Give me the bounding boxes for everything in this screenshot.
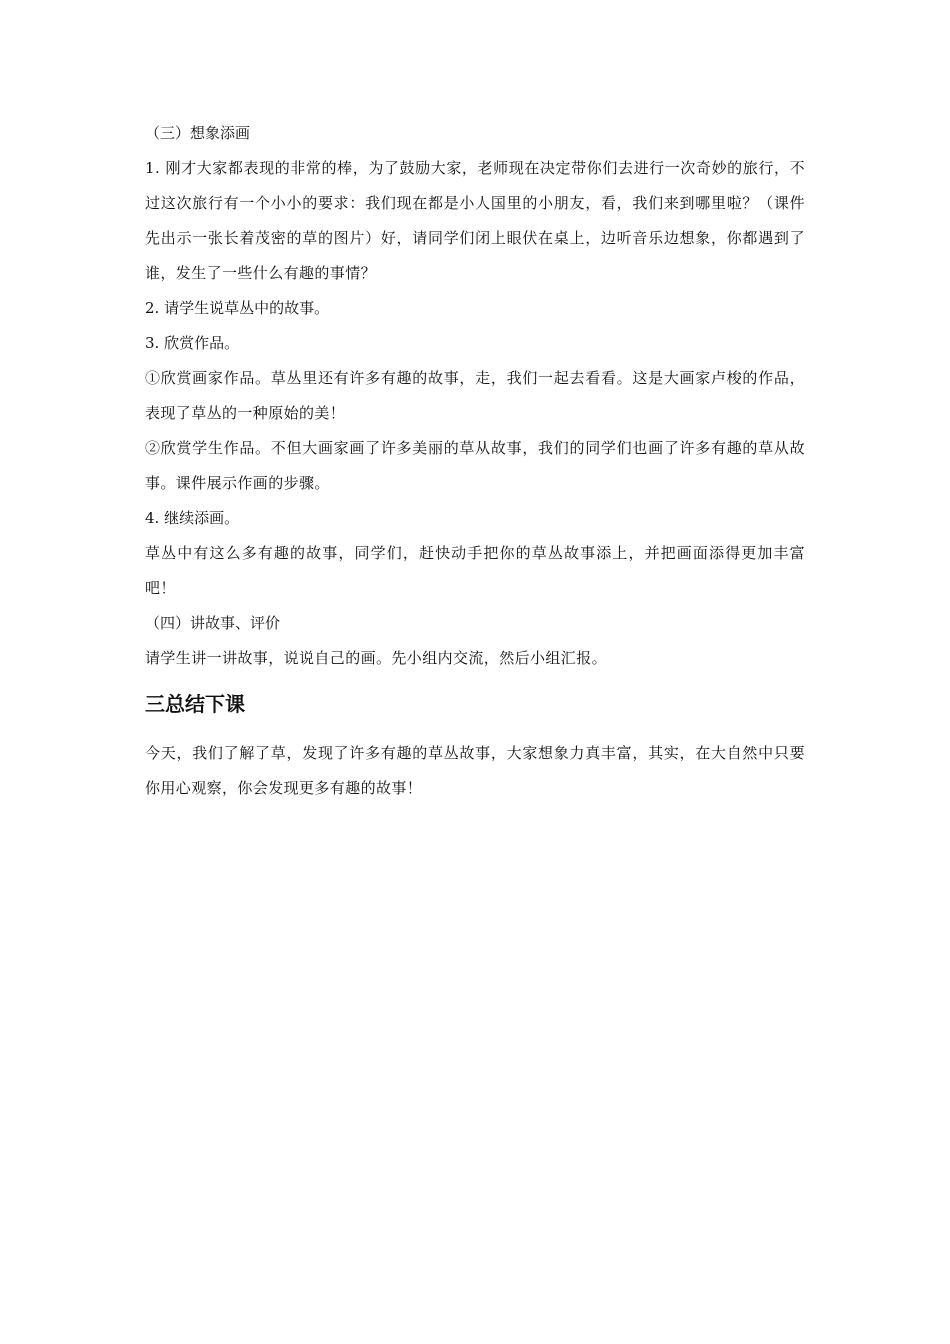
section3-item3a: ①欣赏画家作品。草丛里还有许多有趣的故事，走，我们一起去看看。这是大画家卢梭的作品，表现了草丛的一种原始的美！ bbox=[145, 369, 805, 422]
section3-item2: 2. 请学生说草丛中的故事。 bbox=[145, 299, 330, 317]
section3-item3b: ②欣赏学生作品。不但大画家画了许多美丽的草从故事，我们的同学们也画了许多有趣的草从故事。课件展示作画的步骤。 bbox=[145, 439, 805, 492]
section3-title: （三）想象添画 bbox=[145, 124, 251, 142]
section4-text: 请学生讲一讲故事，说说自己的画。先小组内交流，然后小组汇报。 bbox=[145, 649, 608, 667]
document-body bbox=[145, 116, 805, 806]
section3-item1: 1. 刚才大家都表现的非常的棒，为了鼓励大家，老师现在决定带你们去进行一次奇妙的旅行，不过这次旅行有一个小小的要求：我们现在都是小人国里的小朋友，看，我们来到哪里啦？（课件先出示一张长着茂密的草的图片）好，请同学们闭上眼伏在桌上，边听音乐边想象，你都遇到了谁，发生了一些什么有趣的事情？ bbox=[145, 159, 805, 282]
section3-item3: 3. 欣赏作品。 bbox=[145, 334, 240, 352]
section3-item4-text: 草丛中有这么多有趣的故事，同学们，赶快动手把你的草丛故事添上，并把画面添得更加丰富吧！ bbox=[145, 544, 805, 597]
summary-text: 今天，我们了解了草，发现了许多有趣的草丛故事，大家想象力真丰富，其实，在大自然中只要你用心观察，你会发现更多有趣的故事！ bbox=[145, 744, 805, 797]
summary-heading: 三总结下课 bbox=[145, 692, 245, 716]
section4-title: （四）讲故事、评价 bbox=[145, 614, 281, 632]
section3-item4: 4. 继续添画。 bbox=[145, 509, 240, 527]
